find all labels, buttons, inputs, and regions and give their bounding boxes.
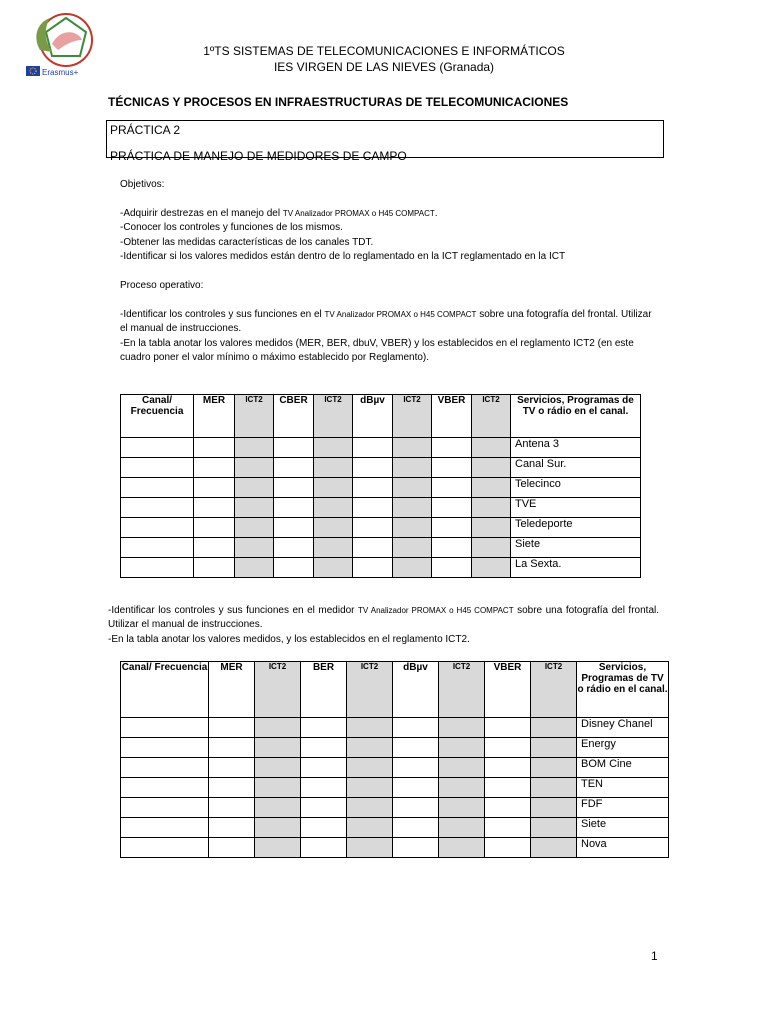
cell-ict2[interactable] <box>235 518 274 538</box>
cell-ict2[interactable] <box>439 778 485 798</box>
cell-vber[interactable] <box>485 838 531 858</box>
col-header-ict2: ICT2 <box>531 662 577 718</box>
cell-mer[interactable] <box>209 758 255 778</box>
cell-dbuv[interactable] <box>393 798 439 818</box>
table-row <box>121 558 641 578</box>
cell-ber[interactable] <box>301 798 347 818</box>
cell-ict2[interactable] <box>255 718 301 738</box>
cell-ict2[interactable] <box>472 438 511 458</box>
table-row <box>121 718 669 738</box>
cell-ict2[interactable] <box>347 798 393 818</box>
cell-ict2[interactable] <box>255 738 301 758</box>
cell-ict2[interactable] <box>393 498 432 518</box>
cell-service: Energy <box>577 738 669 758</box>
practice-box <box>106 120 664 163</box>
cell-ict2[interactable] <box>531 818 577 838</box>
cell-service: BOM Cine <box>577 758 669 778</box>
erasmus-label: Erasmus+ <box>42 68 79 77</box>
cell-vber[interactable] <box>432 478 472 498</box>
table-row <box>121 498 641 518</box>
process-step-1: -Identificar los controles y sus funciones en el TV Analizador PROMAX o H45 COMPACT sobre una fotografía del frontal. Utilizar el manual de instrucciones. <box>120 309 652 334</box>
cell-ict2[interactable] <box>235 538 274 558</box>
cell-ber[interactable] <box>301 818 347 838</box>
cell-ict2[interactable] <box>314 478 353 498</box>
cell-service: La Sexta. <box>511 558 641 578</box>
objectives-heading: Objetivos: <box>120 179 165 190</box>
cell-vber[interactable] <box>432 558 472 578</box>
cell-ict2[interactable] <box>439 738 485 758</box>
table-row <box>121 818 669 838</box>
cell-mer[interactable] <box>209 778 255 798</box>
cell-mer[interactable] <box>194 438 235 458</box>
cell-canal[interactable] <box>121 458 194 478</box>
cell-ict2[interactable] <box>393 518 432 538</box>
cell-canal[interactable] <box>121 558 194 578</box>
cell-ber[interactable] <box>301 738 347 758</box>
cell-vber[interactable] <box>432 538 472 558</box>
cell-dbuv[interactable] <box>393 838 439 858</box>
cell-ict2[interactable] <box>347 718 393 738</box>
cell-dbuv[interactable] <box>393 738 439 758</box>
cell-cber[interactable] <box>274 538 314 558</box>
cell-ict2[interactable] <box>235 498 274 518</box>
cell-ber[interactable] <box>301 718 347 738</box>
cell-vber[interactable] <box>432 518 472 538</box>
col-header-ict2: ICT2 <box>314 395 353 438</box>
cell-vber[interactable] <box>485 738 531 758</box>
cell-canal[interactable] <box>121 738 209 758</box>
table-row <box>121 458 641 478</box>
cell-cber[interactable] <box>274 518 314 538</box>
header-school-name: IES VIRGEN DE LAS NIEVES (Granada) <box>273 60 495 74</box>
cell-ict2[interactable] <box>472 518 511 538</box>
cell-dbuv[interactable] <box>353 558 393 578</box>
cell-ict2[interactable] <box>472 458 511 478</box>
cell-canal[interactable] <box>121 518 194 538</box>
cell-ict2[interactable] <box>255 758 301 778</box>
cell-ict2[interactable] <box>347 838 393 858</box>
cell-mer[interactable] <box>194 558 235 578</box>
cell-ict2[interactable] <box>314 438 353 458</box>
cell-mer[interactable] <box>209 818 255 838</box>
cell-canal[interactable] <box>121 778 209 798</box>
cell-service: Antena 3 <box>511 438 641 458</box>
cell-dbuv[interactable] <box>353 438 393 458</box>
table-row <box>121 758 669 778</box>
cell-ict2[interactable] <box>347 778 393 798</box>
col-header-ict2: ICT2 <box>439 662 485 718</box>
cell-vber[interactable] <box>432 458 472 478</box>
table-row <box>121 478 641 498</box>
cell-ict2[interactable] <box>531 798 577 818</box>
cell-dbuv[interactable] <box>353 498 393 518</box>
cell-service: Telecinco <box>511 478 641 498</box>
cell-mer[interactable] <box>194 538 235 558</box>
cell-mer[interactable] <box>209 718 255 738</box>
section2-step-2: -En la tabla anotar los valores medidos, y los establecidos en el reglamento ICT2. <box>108 634 470 645</box>
cell-ict2[interactable] <box>255 838 301 858</box>
col-header-mer: MER <box>194 395 235 438</box>
cell-dbuv[interactable] <box>353 458 393 478</box>
objective-item: -Identificar si los valores medidos están dentro de lo reglamentado en la ICT reglamentado en la ICT <box>120 251 566 262</box>
col-header-cber: CBER <box>274 395 314 438</box>
cell-mer[interactable] <box>209 838 255 858</box>
section2-step-1: -Identificar los controles y sus funciones en el medidor TV Analizador PROMAX o H45 COMPACT sobre una fotografía del frontal. Utilizar el manual de instrucciones. <box>108 605 660 630</box>
cell-dbuv[interactable] <box>393 818 439 838</box>
cell-service: FDF <box>577 798 669 818</box>
col-header-ber: BER <box>301 662 347 718</box>
cell-ict2[interactable] <box>314 498 353 518</box>
col-header-ict2: ICT2 <box>255 662 301 718</box>
cell-canal[interactable] <box>121 718 209 738</box>
table-row <box>121 798 669 818</box>
cell-ict2[interactable] <box>439 798 485 818</box>
cell-ict2[interactable] <box>347 818 393 838</box>
cell-dbuv[interactable] <box>353 478 393 498</box>
cell-ict2[interactable] <box>393 478 432 498</box>
col-header-services: Servicios, Programas de TV o rádio en el canal. <box>577 662 669 718</box>
cell-canal[interactable] <box>121 758 209 778</box>
cell-ict2[interactable] <box>235 458 274 478</box>
cell-ict2[interactable] <box>255 778 301 798</box>
col-header-canal: Canal/ Frecuencia <box>121 395 194 438</box>
cell-ict2[interactable] <box>531 838 577 858</box>
cell-service: TEN <box>577 778 669 798</box>
cell-dbuv[interactable] <box>393 718 439 738</box>
cell-service: Nova <box>577 838 669 858</box>
cell-ict2[interactable] <box>255 818 301 838</box>
cell-ict2[interactable] <box>314 518 353 538</box>
cell-ict2[interactable] <box>314 538 353 558</box>
table-row <box>121 838 669 858</box>
col-header-canal: Canal/ Frecuencia <box>121 662 209 718</box>
cell-ict2[interactable] <box>472 478 511 498</box>
cell-mer[interactable] <box>194 518 235 538</box>
col-header-ict2: ICT2 <box>472 395 511 438</box>
measurements-table-2 <box>120 661 669 858</box>
cell-canal[interactable] <box>121 818 209 838</box>
cell-ict2[interactable] <box>531 718 577 738</box>
cell-service: TVE <box>511 498 641 518</box>
process-heading: Proceso operativo: <box>120 280 204 291</box>
cell-canal[interactable] <box>121 438 194 458</box>
cell-cber[interactable] <box>274 458 314 478</box>
cell-ict2[interactable] <box>472 498 511 518</box>
cell-ict2[interactable] <box>439 818 485 838</box>
cell-service: Canal Sur. <box>511 458 641 478</box>
cell-ict2[interactable] <box>235 478 274 498</box>
col-header-dbuv: dBµv <box>393 662 439 718</box>
table-header-row <box>121 662 669 718</box>
cell-dbuv[interactable] <box>353 518 393 538</box>
page-number: 1 <box>651 949 658 963</box>
objective-item: -Obtener las medidas características de los canales TDT. <box>120 237 374 248</box>
cell-vber[interactable] <box>485 778 531 798</box>
cell-ict2[interactable] <box>531 758 577 778</box>
cell-dbuv[interactable] <box>353 538 393 558</box>
cell-canal[interactable] <box>121 498 194 518</box>
cell-ict2[interactable] <box>472 558 511 578</box>
table-row <box>121 778 669 798</box>
col-header-ict2: ICT2 <box>393 395 432 438</box>
cell-ict2[interactable] <box>531 738 577 758</box>
table-row <box>121 538 641 558</box>
process-step-2: -En la tabla anotar los valores medidos (MER, BER, dbuV, VBER) y los establecidos en el reglamento ICT2 (en este cuadro poner el valor mínimo o máximo establecido por Reglamento). <box>120 338 634 363</box>
cell-mer[interactable] <box>209 738 255 758</box>
cell-ict2[interactable] <box>347 758 393 778</box>
cell-ict2[interactable] <box>235 558 274 578</box>
cell-ict2[interactable] <box>439 838 485 858</box>
cell-ict2[interactable] <box>255 798 301 818</box>
cell-ict2[interactable] <box>235 438 274 458</box>
cell-ber[interactable] <box>301 778 347 798</box>
col-header-ict2: ICT2 <box>235 395 274 438</box>
cell-vber[interactable] <box>485 758 531 778</box>
cell-ict2[interactable] <box>393 458 432 478</box>
cell-cber[interactable] <box>274 478 314 498</box>
cell-mer[interactable] <box>194 458 235 478</box>
col-header-vber: VBER <box>432 395 472 438</box>
col-header-ict2: ICT2 <box>347 662 393 718</box>
objective-item: -Conocer los controles y funciones de los mismos. <box>120 222 343 233</box>
col-header-vber: VBER <box>485 662 531 718</box>
cell-ict2[interactable] <box>472 538 511 558</box>
cell-cber[interactable] <box>274 438 314 458</box>
cell-canal[interactable] <box>121 478 194 498</box>
col-header-services: Servicios, Programas de TV o rádio en el canal. <box>511 395 641 438</box>
cell-vber[interactable] <box>485 818 531 838</box>
cell-ict2[interactable] <box>393 438 432 458</box>
header-school-program: 1ºTS SISTEMAS DE TELECOMUNICACIONES E INFORMÁTICOS <box>203 44 565 58</box>
cell-ber[interactable] <box>301 758 347 778</box>
cell-service: Disney Chanel <box>577 718 669 738</box>
cell-service: Siete <box>577 818 669 838</box>
cell-ict2[interactable] <box>393 538 432 558</box>
cell-service: Teledeporte <box>511 518 641 538</box>
cell-cber[interactable] <box>274 498 314 518</box>
objective-item: -Adquirir destrezas en el manejo del TV Analizador PROMAX o H45 COMPACT. <box>120 208 438 219</box>
col-header-dbuv: dBµv <box>353 395 393 438</box>
cell-canal[interactable] <box>121 838 209 858</box>
cell-ict2[interactable] <box>314 558 353 578</box>
cell-mer[interactable] <box>209 798 255 818</box>
practice-title: PRÁCTICA DE MANEJO DE MEDIDORES DE CAMPO <box>110 149 407 163</box>
cell-vber[interactable] <box>485 718 531 738</box>
cell-vber[interactable] <box>485 798 531 818</box>
cell-ber[interactable] <box>301 838 347 858</box>
cell-canal[interactable] <box>121 538 194 558</box>
table-header-row <box>121 395 641 438</box>
cell-mer[interactable] <box>194 498 235 518</box>
table-row <box>121 518 641 538</box>
cell-ict2[interactable] <box>347 738 393 758</box>
course-title: TÉCNICAS Y PROCESOS EN INFRAESTRUCTURAS DE TELECOMUNICACIONES <box>108 95 569 109</box>
cell-ict2[interactable] <box>314 458 353 478</box>
cell-vber[interactable] <box>432 438 472 458</box>
cell-cber[interactable] <box>274 558 314 578</box>
table-row <box>121 438 641 458</box>
cell-ict2[interactable] <box>393 558 432 578</box>
cell-ict2[interactable] <box>439 718 485 738</box>
cell-canal[interactable] <box>121 798 209 818</box>
cell-dbuv[interactable] <box>393 778 439 798</box>
table-row <box>121 738 669 758</box>
cell-ict2[interactable] <box>531 778 577 798</box>
cell-service: Siete <box>511 538 641 558</box>
cell-mer[interactable] <box>194 478 235 498</box>
measurements-table-1 <box>120 394 641 578</box>
cell-vber[interactable] <box>432 498 472 518</box>
cell-ict2[interactable] <box>439 758 485 778</box>
practice-number: PRÁCTICA 2 <box>110 123 181 137</box>
cell-dbuv[interactable] <box>393 758 439 778</box>
col-header-mer: MER <box>209 662 255 718</box>
